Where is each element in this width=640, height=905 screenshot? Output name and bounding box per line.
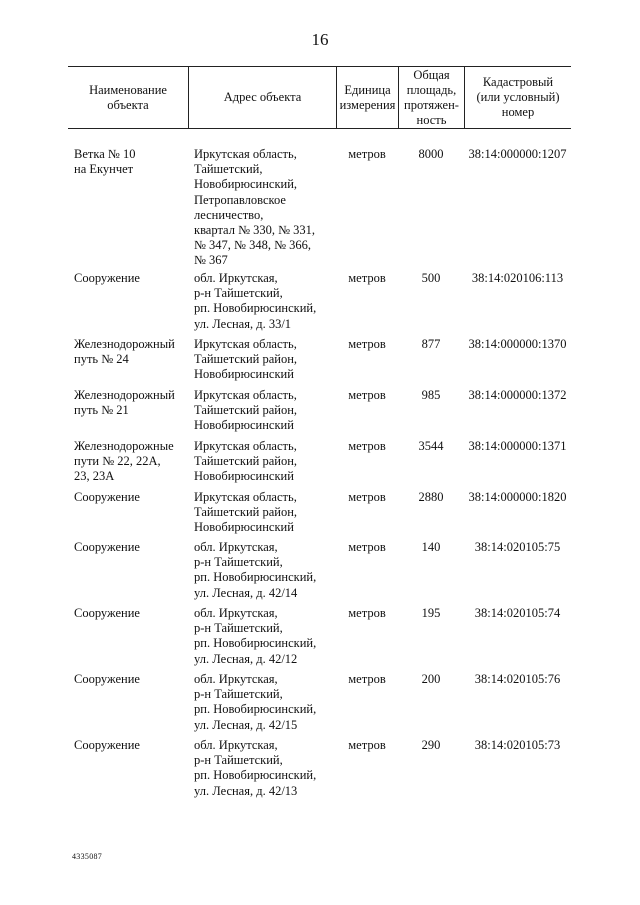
cell-address: Иркутская область, Тайшетский район, Новобирюсинский — [194, 337, 298, 382]
cell-unit: метров — [348, 271, 386, 285]
cell-address: Иркутская область, Тайшетский район, Новобирюсинский — [194, 388, 298, 433]
cell-name: Сооружение — [74, 540, 140, 554]
cell-unit: метров — [348, 388, 386, 402]
table-row — [68, 439, 571, 490]
cell-area: 985 — [421, 388, 441, 402]
cell-area: 200 — [421, 672, 441, 686]
cell-address: Иркутская область, Тайшетский район, Новобирюсинский — [194, 439, 298, 484]
header-address-label: Адрес объекта — [223, 90, 302, 104]
table-body — [68, 147, 571, 804]
table-header — [68, 66, 571, 129]
cell-name: Железнодорожный путь № 24 — [74, 337, 175, 367]
header-area — [398, 67, 464, 128]
table-row — [68, 147, 571, 271]
header-cadastral-label: Кадастровый (или условный) номер — [476, 75, 560, 119]
cell-area: 500 — [421, 271, 441, 285]
cell-name: Железнодорожные пути № 22, 22А, 23, 23А — [74, 439, 174, 484]
cell-cadastral: 38:14:000000:1820 — [468, 490, 567, 504]
cell-unit: метров — [348, 672, 386, 686]
cell-unit: метров — [348, 439, 386, 453]
header-cadastral — [464, 67, 571, 128]
cell-unit: метров — [348, 606, 386, 620]
cell-address: Иркутская область, Тайшетский, Новобирюсинский, Петропавловское лесничество, квартал № 330, № 331, № 347, № 348, № 366, № 367 — [194, 147, 316, 268]
cell-name: Сооружение — [74, 672, 140, 686]
table-row — [68, 271, 571, 337]
cell-unit: метров — [348, 147, 386, 161]
cell-name: Сооружение — [74, 490, 140, 504]
cell-unit: метров — [348, 490, 386, 504]
page-number: 16 — [311, 30, 329, 49]
cell-name: Сооружение — [74, 271, 140, 285]
table-row — [68, 337, 571, 388]
header-unit-label: Единица измерения — [339, 82, 396, 112]
cell-cadastral: 38:14:020105:75 — [474, 540, 561, 554]
cell-area: 877 — [421, 337, 441, 351]
header-name — [68, 67, 188, 128]
cell-name: Сооружение — [74, 606, 140, 620]
cell-cadastral: 38:14:020105:76 — [474, 672, 561, 686]
cell-area: 290 — [421, 738, 441, 752]
cell-address: обл. Иркутская, р-н Тайшетский, рп. Новобирюсинский, ул. Лесная, д. 42/14 — [194, 540, 317, 600]
header-address — [188, 67, 336, 128]
cell-area: 8000 — [418, 147, 444, 161]
cell-unit: метров — [348, 540, 386, 554]
cell-area: 195 — [421, 606, 441, 620]
table-row — [68, 672, 571, 738]
cell-area: 3544 — [418, 439, 444, 453]
table-row — [68, 388, 571, 439]
table-row — [68, 606, 571, 672]
cell-cadastral: 38:14:020105:74 — [474, 606, 561, 620]
cell-cadastral: 38:14:000000:1207 — [468, 147, 567, 161]
table-row — [68, 490, 571, 540]
cell-address: обл. Иркутская, р-н Тайшетский, рп. Новобирюсинский, ул. Лесная, д. 42/12 — [194, 606, 317, 666]
cell-name: Сооружение — [74, 738, 140, 752]
cell-address: Иркутская область, Тайшетский район, Новобирюсинский — [194, 490, 298, 535]
table-row — [68, 540, 571, 606]
table-row — [68, 738, 571, 804]
cell-unit: метров — [348, 738, 386, 752]
cell-cadastral: 38:14:020106:113 — [471, 271, 564, 285]
cell-name: Ветка № 10 на Екунчет — [74, 147, 136, 177]
cell-cadastral: 38:14:000000:1370 — [468, 337, 567, 351]
header-name-label: Наименование объекта — [89, 82, 167, 112]
cell-area: 140 — [421, 540, 441, 554]
cell-address: обл. Иркутская, р-н Тайшетский, рп. Новобирюсинский, ул. Лесная, д. 42/13 — [194, 738, 317, 798]
cell-address: обл. Иркутская, р-н Тайшетский, рп. Новобирюсинский, ул. Лесная, д. 33/1 — [194, 271, 317, 331]
cell-cadastral: 38:14:000000:1371 — [468, 439, 567, 453]
cell-cadastral: 38:14:000000:1372 — [468, 388, 567, 402]
header-unit — [336, 67, 398, 128]
header-area-label: Общая площадь, протяжен- ность — [404, 67, 459, 127]
cell-area: 2880 — [418, 490, 444, 504]
cell-name: Железнодорожный путь № 21 — [74, 388, 175, 418]
cell-unit: метров — [348, 337, 386, 351]
cell-cadastral: 38:14:020105:73 — [474, 738, 561, 752]
cell-address: обл. Иркутская, р-н Тайшетский, рп. Новобирюсинский, ул. Лесная, д. 42/15 — [194, 672, 317, 732]
document-code: 4335087 — [72, 852, 103, 861]
property-table — [68, 66, 571, 804]
